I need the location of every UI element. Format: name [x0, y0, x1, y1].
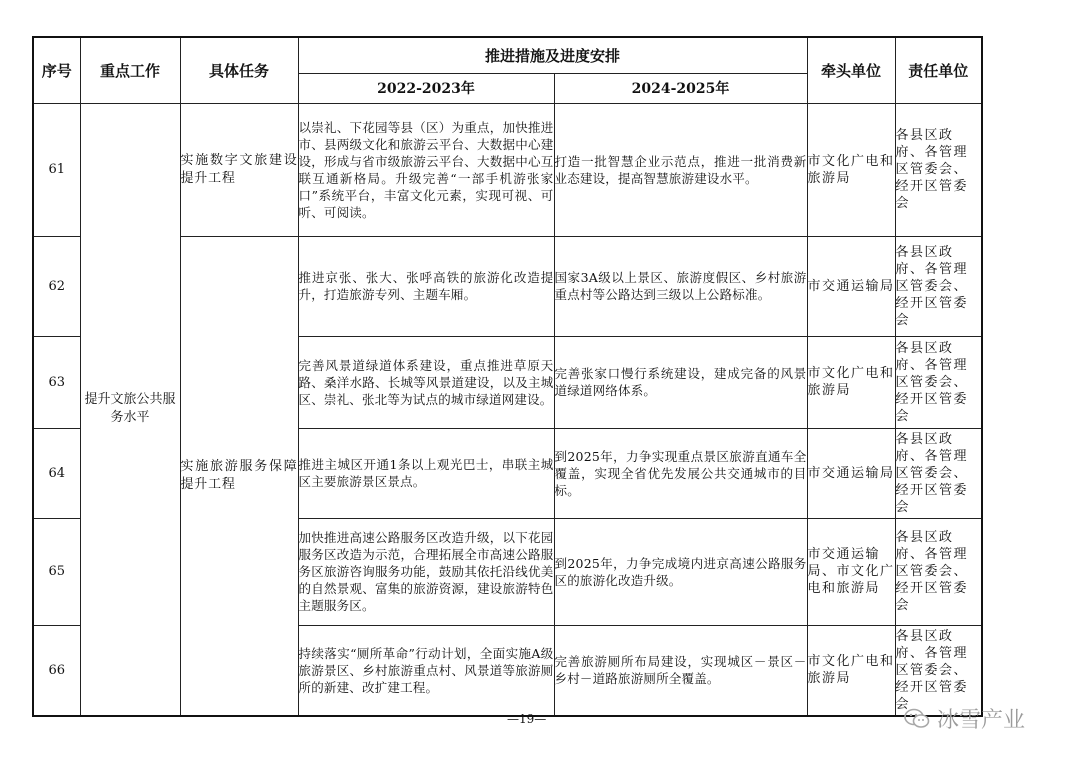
header-key-work: 重点工作 — [80, 37, 180, 103]
resp-unit: 各县区政府、各管理区管委会、经开区管委会 — [895, 518, 982, 625]
header-row — [33, 37, 982, 73]
task-cell: 实施数字文旅建设提升工程 — [180, 103, 298, 236]
measure-2024-2025: 国家3A级以上景区、旅游度假区、乡村旅游重点村等公路达到三级以上公路标准。 — [554, 236, 807, 336]
row-seq: 61 — [33, 103, 80, 236]
lead-unit: 市交通运输局 — [807, 236, 895, 336]
measure-2024-2025: 完善张家口慢行系统建设，建成完备的风景道绿道网络体系。 — [554, 336, 807, 428]
row-seq: 65 — [33, 518, 80, 625]
measure-2022-2023: 加快推进高速公路服务区改造升级，以下花园服务区改造为示范，合理拓展全市高速公路服务区旅游咨询服务功能，鼓励其依托沿线优美的自然景观、富集的旅游资源，建设旅游特色主题服务区。 — [298, 518, 554, 625]
resp-unit: 各县区政府、各管理区管委会、经开区管委会 — [895, 236, 982, 336]
lead-unit: 市交通运输局、市文化广电和旅游局 — [807, 518, 895, 625]
measure-2022-2023: 推进京张、张大、张呼高铁的旅游化改造提升，打造旅游专列、主题车厢。 — [298, 236, 554, 336]
plan-table — [32, 36, 983, 717]
lead-unit: 市文化广电和旅游局 — [807, 625, 895, 716]
watermark-text: 冰雪产业 — [937, 708, 1026, 733]
measure-2024-2025: 完善旅游厕所布局建设，实现城区－景区－乡村－道路旅游厕所全覆盖。 — [554, 625, 807, 716]
header-period-2022-2023: 2022-2023年 — [298, 73, 554, 103]
row-seq: 63 — [33, 336, 80, 428]
measure-2022-2023: 推进主城区开通1条以上观光巴士，串联主城区主要旅游景区景点。 — [298, 428, 554, 518]
measure-2024-2025: 到2025年，力争完成境内进京高速公路服务区的旅游化改造升级。 — [554, 518, 807, 625]
measure-2022-2023: 持续落实“厕所革命”行动计划，全面实施A级旅游景区、乡村旅游重点村、风景道等旅游厕所的新建、改扩建工程。 — [298, 625, 554, 716]
header-measures: 推进措施及进度安排 — [298, 37, 807, 73]
page-number: —19— — [507, 712, 547, 726]
row-seq: 64 — [33, 428, 80, 518]
row-seq: 62 — [33, 236, 80, 336]
header-resp: 责任单位 — [895, 37, 982, 103]
resp-unit: 各县区政府、各管理区管委会、经开区管委会 — [895, 625, 982, 716]
table-row — [33, 103, 982, 236]
measure-2024-2025: 到2025年，力争实现重点景区旅游直通车全覆盖，实现全省优先发展公共交通城市的目标。 — [554, 428, 807, 518]
resp-unit: 各县区政府、各管理区管委会、经开区管委会 — [895, 103, 982, 236]
resp-unit: 各县区政府、各管理区管委会、经开区管委会 — [895, 336, 982, 428]
row-seq: 66 — [33, 625, 80, 716]
measure-2022-2023: 以崇礼、下花园等县（区）为重点，加快推进市、县两级文化和旅游云平台、大数据中心建设，形成与省市级旅游云平台、大数据中心互联互通新格局。升级完善“一部手机游张家口”系统平台，丰富文化元素，实现可视、可听、可阅读。 — [298, 103, 554, 236]
header-lead: 牵头单位 — [807, 37, 895, 103]
lead-unit: 市文化广电和旅游局 — [807, 103, 895, 236]
watermark — [903, 703, 1025, 734]
measure-2022-2023: 完善风景道绿道体系建设，重点推进草原天路、桑洋水路、长城等风景道建设，以及主城区、崇礼、张北等为试点的城市绿道网建设。 — [298, 336, 554, 428]
header-task: 具体任务 — [180, 37, 298, 103]
measure-2024-2025: 打造一批智慧企业示范点，推进一批消费新业态建设，提高智慧旅游建设水平。 — [554, 103, 807, 236]
header-period-2024-2025: 2024-2025年 — [554, 73, 807, 103]
wechat-icon — [903, 707, 931, 731]
key-work-cell: 提升文旅公共服务水平 — [80, 103, 180, 716]
header-seq: 序号 — [33, 37, 80, 103]
lead-unit: 市文化广电和旅游局 — [807, 336, 895, 428]
lead-unit: 市交通运输局 — [807, 428, 895, 518]
resp-unit: 各县区政府、各管理区管委会、经开区管委会 — [895, 428, 982, 518]
task-cell: 实施旅游服务保障提升工程 — [180, 236, 298, 716]
